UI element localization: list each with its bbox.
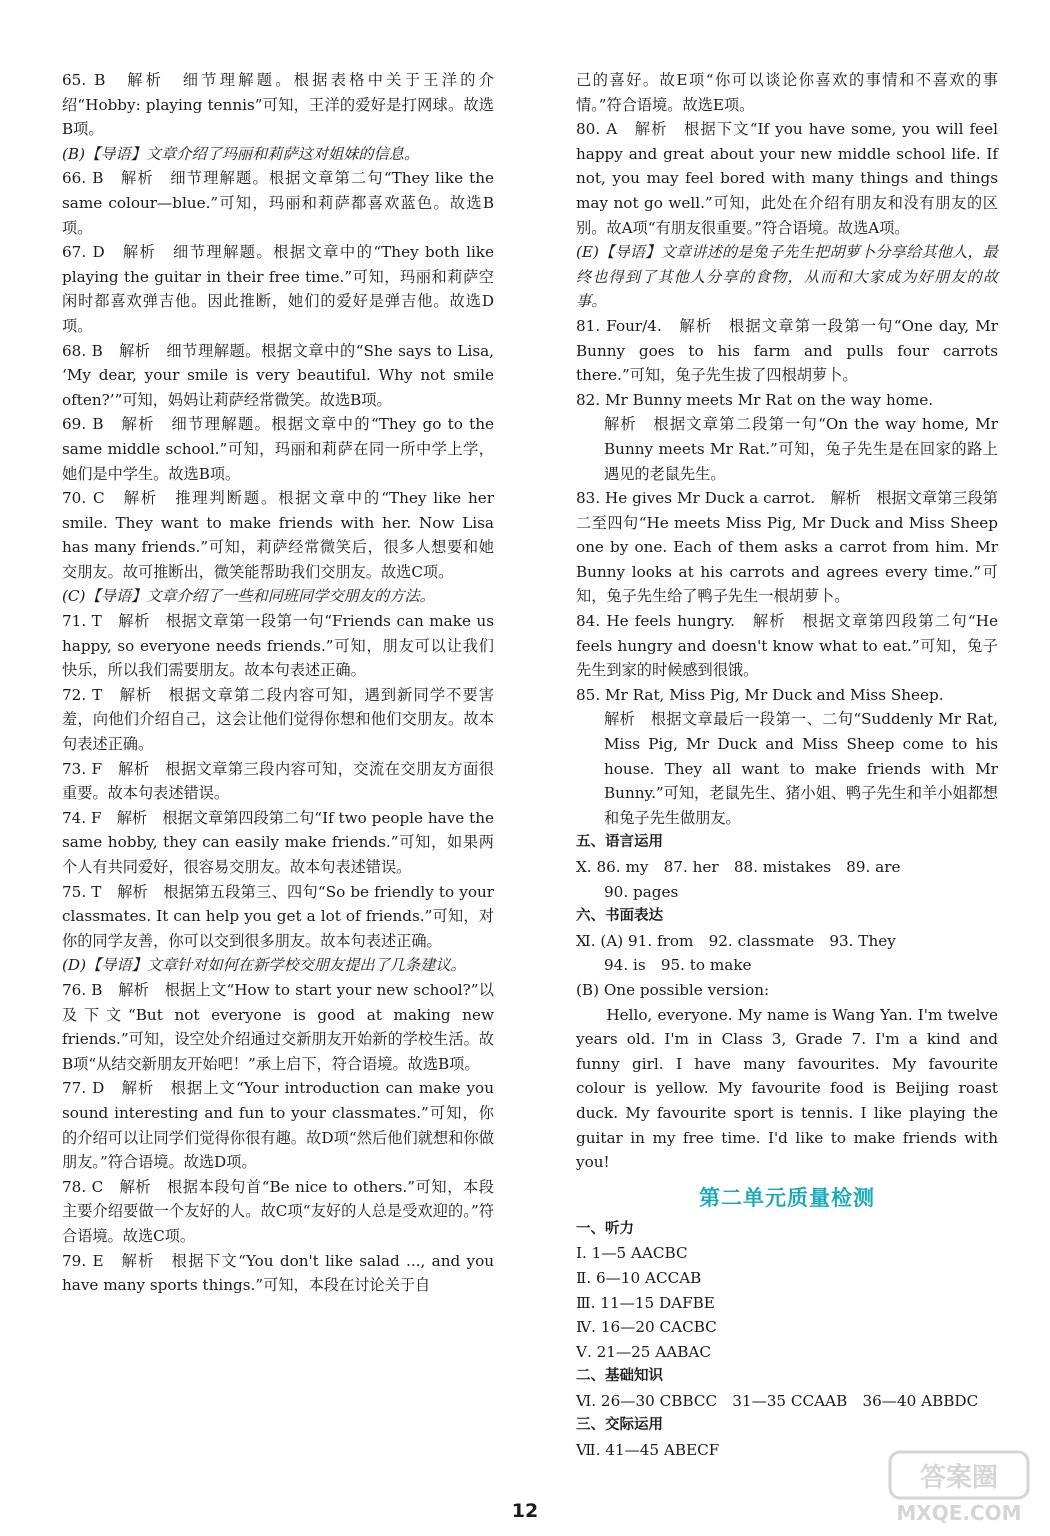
left-column-paragraph: 65. B 解析 细节理解题。根据表格中关于王洋的介绍“Hobby: playing tennis”可知，王洋的爱好是打网球。故选B项。 — [62, 71, 494, 139]
answers-section-paragraph: Ⅲ. 11—15 DAFBE — [576, 1293, 715, 1312]
left-column-paragraph: 77. D 解析 根据上文“Your introduction can make you sound interesting and fun to your classmates.”可知，你的介绍可以让同学们觉得你很有趣。故D项“然后他们就想和你做朋友。”符合语境。故选D项。 — [62, 1079, 494, 1172]
left-column-paragraph: 73. F 解析 根据文章第三段内容可知，交流在交朋友方面很重要。故本句表述错误。 — [62, 759, 494, 803]
right-column-paragraph: 解析 根据文章第二段第一句“On the way home, Mr Bunny meets Mr Rat.”可知，兔子先生是在回家的路上遇见的老鼠先生。 — [604, 415, 998, 483]
answers-section-paragraph: Ⅰ. 1—5 AACBC — [576, 1244, 688, 1263]
right-column-paragraph: 81. Four/4. 解析 根据文章第一段第一句“One day, Mr Bunny goes to his farm and pulls four carrots there.”可知，兔子先生拔了四根胡萝卜。 — [576, 316, 998, 385]
right-column — [576, 68, 998, 1463]
left-column-paragraph: 66. B 解析 细节理解题。根据文章第二句“They like the same colour—blue.”可知，玛丽和莉萨都喜欢蓝色。故选B项。 — [62, 169, 494, 237]
left-column-paragraph: 72. T 解析 根据文章第二段内容可知，遇到新同学不要害羞，向他们介绍自己，这会让他们觉得你想和他们交朋友。故本句表述正确。 — [62, 685, 494, 754]
right-column-paragraph: 80. A 解析 根据下文“If you have some, you will feel happy and great about your new middle school life. If not, you may feel bored with many things and things may not go well.”可知，此处在介绍有朋友和没有朋友的区别。故A项“有朋友很重要。”符合语境。故选A项。 — [576, 120, 998, 237]
left-column-paragraph: (D)【导语】文章针对如何在新学校交朋友提出了几条建议。 — [62, 956, 466, 975]
right-column-paragraph: 己的喜好。故E项“你可以谈论你喜欢的事情和不喜欢的事情。”符合语境。故选E项。 — [576, 71, 998, 114]
answers-section-paragraph: Ⅶ. 41—45 ABECF — [576, 1441, 720, 1460]
answers-section-paragraph: Ⅳ. 16—20 CACBC — [576, 1318, 717, 1337]
right-column-paragraph: (E)【导语】文章讲述的是兔子先生把胡萝卜分享给其他人，最终也得到了其他人分享的食物，从而和大家成为好朋友的故事。 — [576, 243, 998, 311]
left-column-paragraph: 74. F 解析 根据文章第四段第二句“If two people have the same hobby, they can easily make friends.”可知，如果两个人有共同爱好，很容易交朋友。故本句表述错误。 — [62, 808, 494, 876]
right-column-paragraph: 六、书面表达 — [576, 908, 663, 925]
right-column-paragraph: 解析 根据文章最后一段第一、二句“Suddenly Mr Rat, Miss Pig, Mr Duck and Miss Sheep come to his house. They all want to make friends with Mr Bunny.”可知，老鼠先生、猪小姐、鸭子先生和羊小姐都想和兔子先生做朋友。 — [604, 710, 998, 827]
left-column-paragraph: 78. C 解析 根据本段句首“Be nice to others.”可知，本段主要介绍要做一个友好的人。故C项“友好的人总是受欢迎的。”符合语境。故选C项。 — [62, 1177, 494, 1245]
right-column-paragraph: (B) One possible version: — [576, 980, 770, 999]
right-column-paragraph: Ⅹ. 86. my 87. her 88. mistakes 89. are — [576, 858, 901, 876]
left-column-paragraph: 75. T 解析 根据第五段第三、四句“So be friendly to your classmates. It can help you get a lot of friends.”可知，对你的同学友善，你可以交到很多朋友。故本句表述正确。 — [62, 882, 494, 950]
svg-text:答案圈: 答案圈 — [919, 1463, 999, 1493]
page-number: 12 — [511, 1500, 539, 1522]
answers-section-paragraph: 二、基础知识 — [576, 1368, 663, 1385]
right-column-paragraph: 五、语言运用 — [576, 834, 663, 851]
left-column-paragraph: 69. B 解析 细节理解题。根据文章中的“They go to the same middle school.”可知，玛丽和莉萨在同一所中学上学，她们是中学生。故选B项。 — [62, 415, 494, 483]
right-column-paragraph: Ⅺ. (A) 91. from 92. classmate 93. They — [576, 931, 896, 950]
answers-section-paragraph: Ⅱ. 6—10 ACCAB — [576, 1268, 702, 1287]
answer-key-list — [576, 1217, 998, 1463]
left-column-paragraph: (B)【导语】文章介绍了玛丽和莉萨这对姐妹的信息。 — [62, 144, 420, 163]
right-column-paragraph: 90. pages — [604, 882, 679, 901]
answers-section-paragraph: Ⅵ. 26—30 CBBCC 31—35 CCAAB 36—40 ABBDC — [576, 1391, 979, 1410]
left-column-paragraph: 79. E 解析 根据下文“You don't like salad ..., and you have many sports things.”可知，本段在讨论关于自 — [62, 1251, 494, 1295]
answers-section-paragraph: 三、交际运用 — [576, 1417, 663, 1434]
watermark-logo — [884, 1448, 1034, 1528]
left-column-paragraph: (C)【导语】文章介绍了一些和同班同学交朋友的方法。 — [62, 587, 435, 606]
left-column-paragraph: 67. D 解析 细节理解题。根据文章中的“They both like playing the guitar in their free time.”可知，玛丽和莉萨空闲时都喜欢弹吉他。因此推断，她们的爱好是弹吉他。故选D项。 — [62, 243, 494, 335]
right-column-paragraph: 83. He gives Mr Duck a carrot. 解析 根据文章第三段第二至四句“He meets Miss Pig, Mr Duck and Miss Sheep one by one. Each of them asks a carrot from him. Mr Bunny looks at his carrots and agrees every time.”可知，兔子先生给了鸭子先生一根胡萝卜。 — [576, 489, 998, 606]
right-column-paragraph: 82. Mr Bunny meets Mr Rat on the way home. — [576, 390, 934, 409]
unit-title: 第二单元质量检测 — [699, 1185, 875, 1210]
svg-text:MXQE.COM: MXQE.COM — [896, 1501, 1022, 1525]
right-column-paragraph: 94. is 95. to make — [604, 956, 752, 975]
right-column-text — [576, 68, 998, 1175]
right-column-paragraph: 85. Mr Rat, Miss Pig, Mr Duck and Miss Sheep. — [576, 685, 944, 704]
right-column-paragraph: Hello, everyone. My name is Wang Yan. I'm twelve years old. I'm in Class 3, Grade 7. I'm a kind and funny girl. I have many favourites. My favourite colour is yellow. My favourite food is Beijing roast duck. My favourite sport is tennis. I like playing the guitar in my free time. I'd like to make friends with you! — [576, 1005, 998, 1172]
answers-section-paragraph: Ⅴ. 21—25 AABAC — [576, 1342, 711, 1361]
answers-section-paragraph: 一、听力 — [576, 1220, 634, 1237]
left-column-paragraph: 68. B 解析 细节理解题。根据文章中的“She says to Lisa, ‘My dear, your smile is very beautiful. Why not smile often?’”可知，妈妈让莉萨经常微笑。故选B项。 — [62, 341, 494, 409]
watermark-seal-icon — [884, 1448, 1034, 1528]
right-column-paragraph: 84. He feels hungry. 解析 根据文章第四段第二句“He feels hungry and doesn't know what to eat.”可知，兔子先生到家的时候感到很饿。 — [576, 612, 998, 680]
left-column-paragraph: 70. C 解析 推理判断题。根据文章中的“They like her smile. They want to make friends with her. Now Lisa has many friends.”可知，莉萨经常微笑后，很多人想要和她交朋友。故可推断出，微笑能帮助我们交朋友。故选C项。 — [62, 489, 494, 581]
left-column-paragraph: 71. T 解析 根据文章第一段第一句“Friends can make us happy, so everyone needs friends.”可知，朋友可以让我们快乐，所以我们需要朋友。故本句表述正确。 — [62, 612, 494, 680]
left-column — [62, 68, 494, 1298]
left-column-paragraph: 76. B 解析 根据上文“How to start your new school?”以及下文“But not everyone is good at making new friends.”可知，设空处介绍通过交新朋友开始新的学校生活。故B项“从结交新朋友开始吧！”承上启下，符合语境。故选B项。 — [62, 980, 494, 1073]
